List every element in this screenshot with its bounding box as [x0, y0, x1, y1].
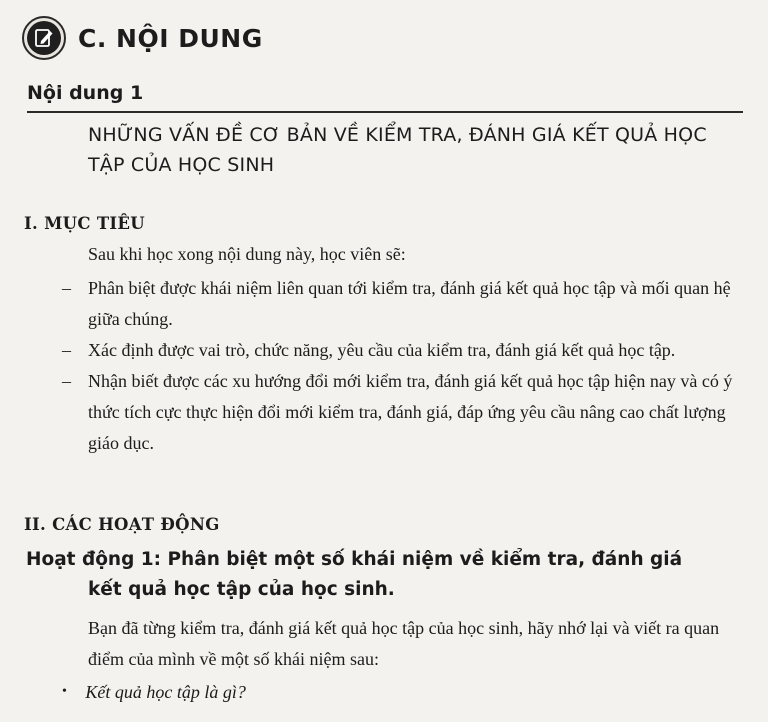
section-2-title: II. CÁC HOẠT ĐỘNG	[24, 515, 220, 534]
list-item-text: Xác định được vai trò, chức năng, yêu cầu của kiểm tra, đánh giá kết quả học tập.	[88, 340, 676, 360]
activity-title-line-2: kết quả học tập của học sinh.	[88, 579, 395, 600]
section-1-intro: Sau khi học xong nội dung này, học viên sẽ:	[88, 244, 406, 264]
section-1-title: I. MỤC TIÊU	[24, 214, 145, 233]
pencil-note-icon	[22, 16, 66, 60]
list-item	[50, 366, 750, 459]
dash-marker: –	[62, 278, 71, 298]
heading-title: C. NỘI DUNG	[78, 23, 263, 53]
list-item	[50, 335, 750, 366]
objectives-list	[50, 273, 750, 459]
section-heading	[22, 14, 263, 62]
bullet-marker: •	[62, 684, 67, 699]
list-item-text: Nhận biết được các xu hướng đổi mới kiểm tra, đánh giá kết quả học tập hiện nay và có ý thức tích cực thực hiện đổi mới kiểm tra, đánh giá, đáp ứng yêu cầu nâng cao chất lượng giáo dục.	[88, 371, 733, 453]
question-item	[62, 682, 246, 703]
title-divider	[27, 111, 743, 113]
dash-marker: –	[62, 340, 71, 360]
topic-title: NHỮNG VẤN ĐỀ CƠ BẢN VỀ KIỂM TRA, ĐÁNH GIÁ KẾT QUẢ HỌC TẬP CỦA HỌC SINH	[88, 124, 707, 176]
question-text: Kết quả học tập là gì?	[85, 682, 246, 702]
list-item-text: Phân biệt được khái niệm liên quan tới kiểm tra, đánh giá kết quả học tập và mối quan hệ giữa chúng.	[88, 278, 731, 329]
activity-title	[26, 545, 746, 605]
activity-text: Bạn đã từng kiểm tra, đánh giá kết quả học tập của học sinh, hãy nhớ lại và viết ra quan điểm của mình về một số khái niệm sau:	[88, 618, 720, 669]
content-title: Nội dung 1	[27, 82, 144, 104]
activity-title-line-1: Hoạt động 1: Phân biệt một số khái niệm về kiểm tra, đánh giá	[26, 549, 683, 570]
list-item	[50, 273, 750, 335]
dash-marker: –	[62, 371, 71, 391]
